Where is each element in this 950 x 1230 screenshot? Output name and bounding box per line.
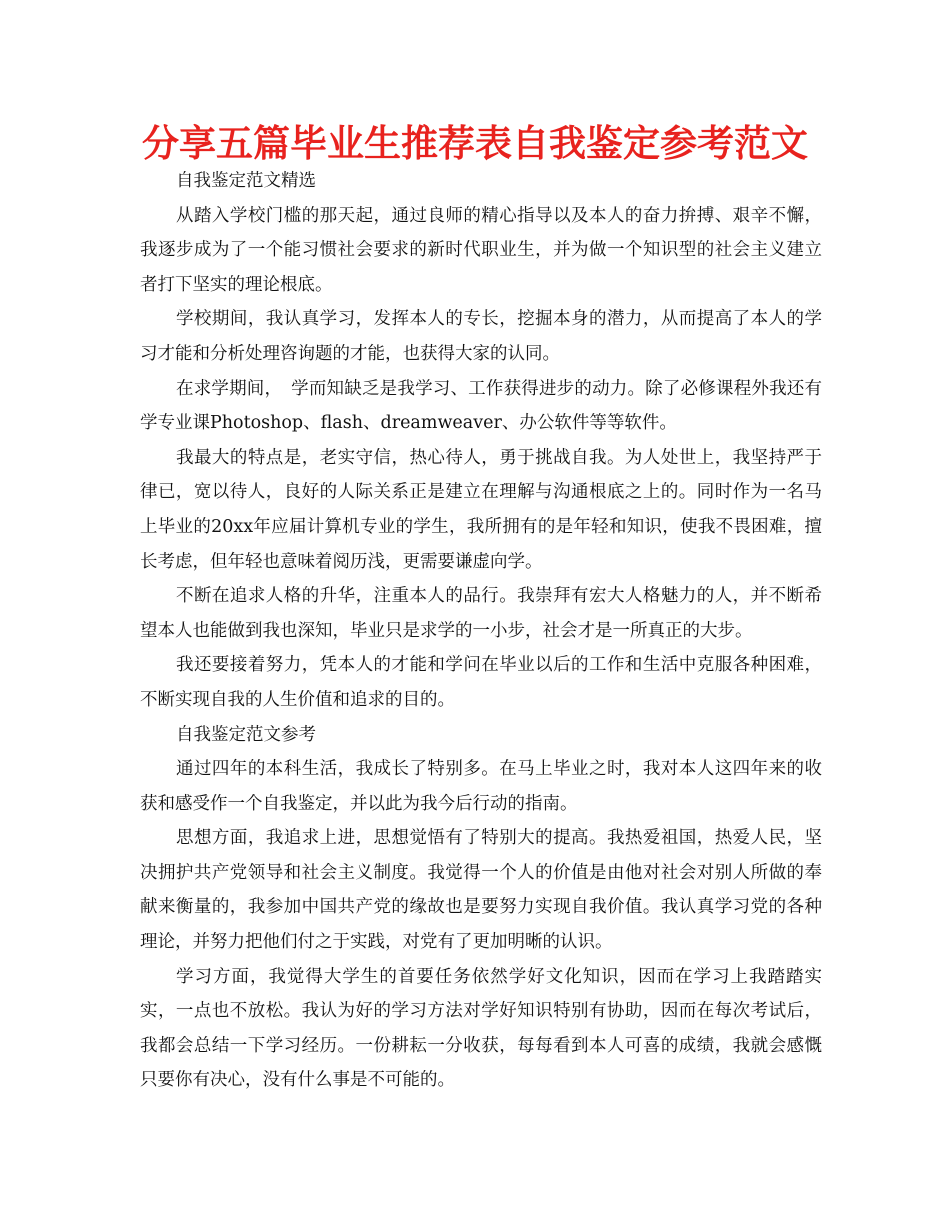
paragraph: 不断在追求人格的升华，注重本人的品行。我崇拜有宏大人格魅力的人，并不断希望本人也能做到我也深知，毕业只是求学的一小步，社会才是一所真正的大步。 [140,586,822,641]
document-title: 分享五篇毕业生推荐表自我鉴定参考范文 [142,122,808,165]
paragraph: 从踏入学校门槛的那天起，通过良师的精心指导以及本人的奋力拚搏、艰辛不懈，我逐步成为了一个能习惯社会要求的新时代职业生，并为做一个知识型的社会主义建立者打下坚实的理论根底。 [140,205,822,295]
section-heading: 自我鉴定范文参考 [176,724,316,745]
paragraph: 在求学期间， 学而知缺乏是我学习、工作获得进步的动力。除了必修课程外我还有学专业课Photoshop、flash、dreamweaver、办公软件等等软件。 [140,378,822,434]
document-body [140,164,822,1098]
section-heading: 自我鉴定范文精选 [176,171,316,191]
paragraph: 我还要接着努力，凭本人的才能和学问在毕业以后的工作和生活中克服各种困难，不断实现自我的人生价值和追求的目的。 [140,655,822,710]
paragraph: 通过四年的本科生活，我成长了特别多。在马上毕业之时，我对本人这四年来的收获和感受作一个自我鉴定，并以此为我今后行动的指南。 [140,759,822,814]
paragraph: 思想方面，我追求上进，思想觉悟有了特别大的提高。我热爱祖国，热爱人民，坚决拥护共产党领导和社会主义制度。我觉得一个人的价值是由他对社会对别人所做的奉献来衡量的，我参加中国共产党的缘故也是要努力实现自我价值。我认真学习党的各种理论，并努力把他们付之于实践，对党有了更加明晰的认识。 [140,828,822,953]
paragraph: 学习方面，我觉得大学生的首要任务依然学好文化知识，因而在学习上我踏踏实实，一点也不放松。我认为好的学习方法对学好知识特别有协助，因而在每次考试后，我都会总结一下学习经历。一份耕耘一分收获，每每看到本人可喜的成绩，我就会感慨只要你有决心，没有什么事是不可能的。 [140,966,822,1091]
paragraph: 我最大的特点是，老实守信，热心待人，勇于挑战自我。为人处世上，我坚持严于律已，宽以待人，良好的人际关系正是建立在理解与沟通根底之上的。同时作为一名马上毕业的20xx年应届计算机专业的学生，我所拥有的是年轻和知识，使我不畏困难，擅长考虑，但年轻也意味着阅历浅，更需要谦虚向学。 [140,447,822,572]
paragraph: 学校期间，我认真学习，发挥本人的专长，挖掘本身的潜力，从而提高了本人的学习才能和分析处理咨询题的才能，也获得大家的认同。 [140,309,822,364]
